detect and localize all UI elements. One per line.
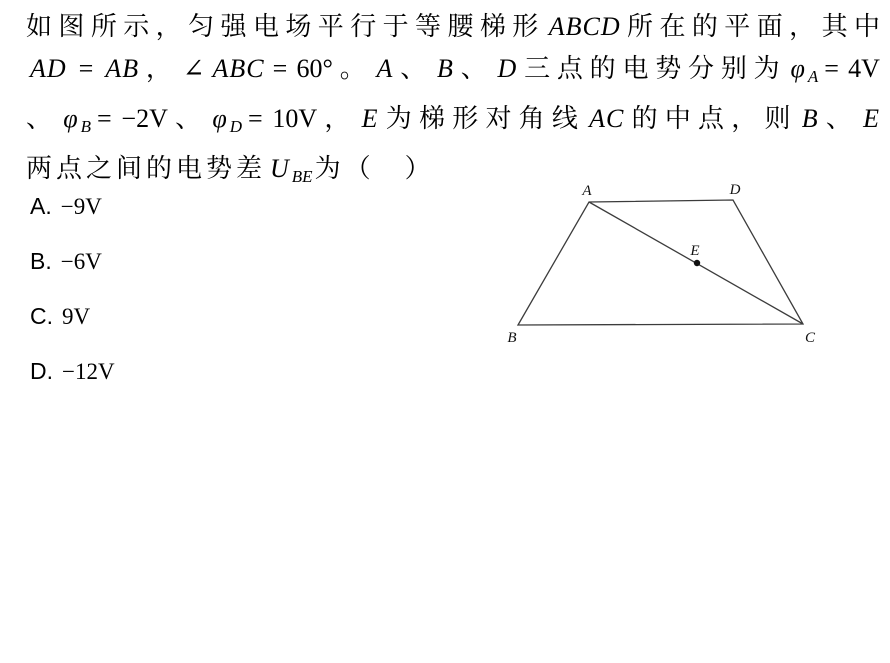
option-a[interactable] bbox=[30, 192, 115, 247]
trapezoid-figure bbox=[495, 175, 830, 353]
text-segment: ， bbox=[321, 104, 358, 133]
text-segment: 、 bbox=[822, 104, 860, 133]
text-segment: 两点之间的电势差 bbox=[26, 154, 267, 183]
answer-options bbox=[30, 192, 115, 412]
text-segment: B bbox=[801, 104, 819, 133]
problem-line-1 bbox=[26, 6, 884, 48]
text-segment: ， bbox=[143, 54, 179, 83]
vertex-label-b: B bbox=[507, 330, 517, 346]
midpoint-e-dot bbox=[694, 260, 700, 266]
text-segment: = 60° bbox=[272, 54, 333, 83]
text-segment: 为梯形对角线 bbox=[382, 104, 586, 133]
text-segment: E bbox=[863, 104, 880, 133]
text-segment: A bbox=[807, 67, 819, 86]
text-segment: 的中点，则 bbox=[628, 104, 798, 133]
text-segment: 为（ ） bbox=[314, 154, 435, 183]
option-c-value: 9V bbox=[62, 304, 91, 329]
text-segment: E bbox=[361, 104, 379, 133]
option-a-value: −9V bbox=[60, 194, 102, 219]
text-segment: = 10V bbox=[248, 104, 318, 133]
text-segment: D bbox=[497, 54, 518, 83]
text-segment: 所在的平面，其中 bbox=[624, 12, 884, 41]
text-segment: 、 bbox=[26, 104, 60, 133]
text-segment: 、 bbox=[457, 54, 494, 83]
vertex-label-d: D bbox=[729, 182, 741, 198]
text-segment: B bbox=[80, 117, 92, 136]
text-segment: 、 bbox=[397, 54, 434, 83]
text-segment: ∠ bbox=[182, 54, 205, 83]
text-segment: = −2V bbox=[97, 104, 168, 133]
text-segment: D bbox=[229, 117, 242, 136]
problem-line-2 bbox=[26, 48, 884, 98]
option-c[interactable] bbox=[30, 302, 115, 357]
text-segment: AC bbox=[589, 104, 625, 133]
text-segment: = 4V bbox=[824, 54, 880, 83]
text-segment: 如图所示，匀强电场平行于等腰梯形 bbox=[26, 12, 545, 41]
trapezoid-outline bbox=[518, 200, 803, 325]
text-segment: 。 bbox=[336, 54, 373, 83]
option-c-label: C. bbox=[30, 303, 53, 329]
text-segment: φ bbox=[790, 54, 806, 83]
text-segment: B bbox=[437, 54, 454, 83]
option-d[interactable] bbox=[30, 357, 115, 412]
problem-line-3 bbox=[26, 98, 884, 148]
vertex-label-c: C bbox=[804, 330, 816, 346]
text-segment: ABC bbox=[212, 54, 265, 83]
text-segment: BE bbox=[291, 167, 313, 186]
text-segment: 三点的电势分别为 bbox=[521, 54, 787, 83]
option-b[interactable] bbox=[30, 247, 115, 302]
text-segment: A bbox=[376, 54, 394, 83]
text-segment: ABCD bbox=[548, 12, 621, 41]
option-d-value: −12V bbox=[62, 359, 115, 384]
option-b-value: −6V bbox=[60, 249, 102, 274]
option-b-label: B. bbox=[30, 248, 52, 274]
midpoint-label-e: E bbox=[690, 243, 700, 259]
problem-statement bbox=[26, 6, 884, 198]
vertex-label-a: A bbox=[582, 183, 592, 199]
text-segment: φ bbox=[212, 104, 228, 133]
text-segment: U bbox=[270, 154, 290, 183]
text-segment: φ bbox=[63, 104, 79, 133]
text-segment: 、 bbox=[171, 104, 209, 133]
option-a-label: A. bbox=[30, 193, 52, 219]
text-segment: AD = AB bbox=[30, 54, 140, 83]
option-d-label: D. bbox=[30, 358, 53, 384]
